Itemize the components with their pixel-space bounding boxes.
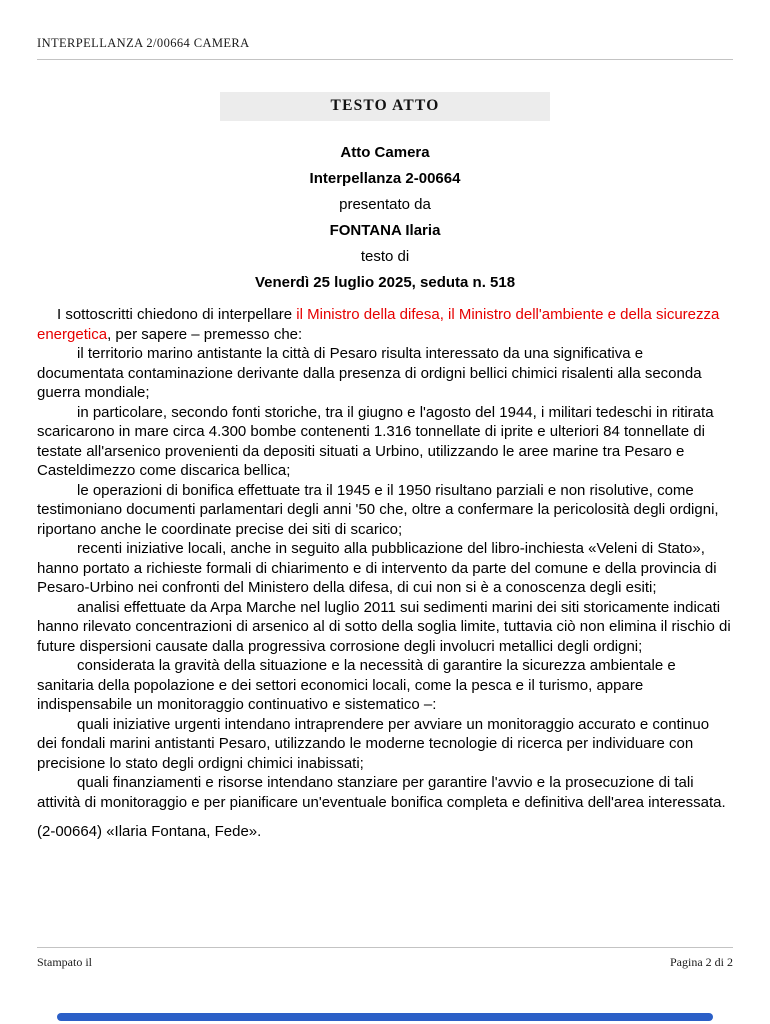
premise-paragraph: considerata la gravità della situazione e la necessità di garantire la sicurezza ambientale e sanitaria della popolazione e dei settori economici locali, come la pesca e il turismo, appare indispensabile un monitoraggio continuativo e sistematico –: xyxy=(37,657,676,713)
session-date: Venerdì 25 luglio 2025, seduta n. 518 xyxy=(254,274,516,291)
testo-atto-title-bar xyxy=(220,92,550,121)
premise-paragraph: recenti iniziative locali, anche in seguito alla pubblicazione del libro-inchiesta «Veleni di Stato», hanno portato a richieste formali di chiarimento e di intervento da parte del comune e della provincia di Pesaro-Urbino nei confronti del Ministero della difesa, di cui non si è a conoscenza degli esiti; xyxy=(37,540,717,596)
act-body xyxy=(37,305,733,842)
text-of-label: testo di xyxy=(360,248,410,265)
act-number: Interpellanza 2-00664 xyxy=(309,170,461,187)
testo-atto-label: TESTO ATTO xyxy=(330,97,440,114)
document-footer xyxy=(37,947,733,970)
act-chamber: Atto Camera xyxy=(340,144,430,161)
signature-line: (2-00664) «Ilaria Fontana, Fede». xyxy=(37,823,262,840)
premise-paragraph: in particolare, secondo fonti storiche, tra il giugno e l'agosto del 1944, i militari tedeschi in ritirata scaricarono in mare circa 4.300 bombe contenenti 1.316 tonnellate di iprite e ulteriori 84 tonnellate di testate all'arsenico provenienti da depositi situati a Urbino, utilizzando le aree marine tra Pesaro e Casteldimezzo come discarica bellica; xyxy=(37,403,714,479)
question-paragraph: quali iniziative urgenti intendano intraprendere per avviare un monitoraggio accurato e continuo dei fondali marini antistanti Pesaro, utilizzando le moderne tecnologie di ricerca per individuare con precisione lo stato degli ordigni chimici inabissati; xyxy=(37,715,710,772)
page-number: Pagina 2 di 2 xyxy=(670,955,733,969)
premise-paragraph: le operazioni di bonifica effettuate tra il 1945 e il 1950 risultano parziali e non risolutive, come testimoniano documenti parlamentari degli anni '50 che, oltre a confermare la pericolosità degli ordigni, riportano anche le coordinate precise dei siti di scarico; xyxy=(37,481,719,538)
intro-post-text: , per sapere – premesso che: xyxy=(107,325,303,343)
question-paragraph: quali finanziamenti e risorse intendano stanziare per garantire l'avvio e la prosecuzione di tali attività di monitoraggio e per pianificare un'eventuale bonifica completa e definitiva dell'area interessata. xyxy=(37,774,726,811)
intro-pre-text: I sottoscritti chiedono di interpellare xyxy=(57,306,297,323)
document-header xyxy=(37,36,733,60)
presented-by-label: presentato da xyxy=(339,196,431,213)
premise-paragraph: il territorio marino antistante la città di Pesaro risulta interessato da una significativa e documentata contaminazione derivante dalla presenza di ordigni bellici chimici risalenti alla seconda guerra mondiale; xyxy=(37,345,702,401)
ministers-red-text: il Ministro della difesa, il Ministro dell'ambiente e della sicurezza energetica xyxy=(37,306,720,343)
bottom-accent-bar xyxy=(57,1013,713,1021)
printed-on-label: Stampato il xyxy=(37,955,92,969)
presenter-name: FONTANA Ilaria xyxy=(329,222,441,239)
act-metadata xyxy=(0,140,770,296)
premise-paragraph: analisi effettuate da Arpa Marche nel luglio 2011 sui sedimenti marini dei siti storicamente indicati hanno rilevato concentrazioni di arsenico al di sotto della soglia limite, tuttavia ciò non elimina il rischio di future dispersioni causate dalla progressiva corrosione degli involucri metallici degli ordigni; xyxy=(37,598,731,655)
intro-paragraph xyxy=(37,305,733,344)
document-reference: INTERPELLANZA 2/00664 CAMERA xyxy=(37,36,250,50)
